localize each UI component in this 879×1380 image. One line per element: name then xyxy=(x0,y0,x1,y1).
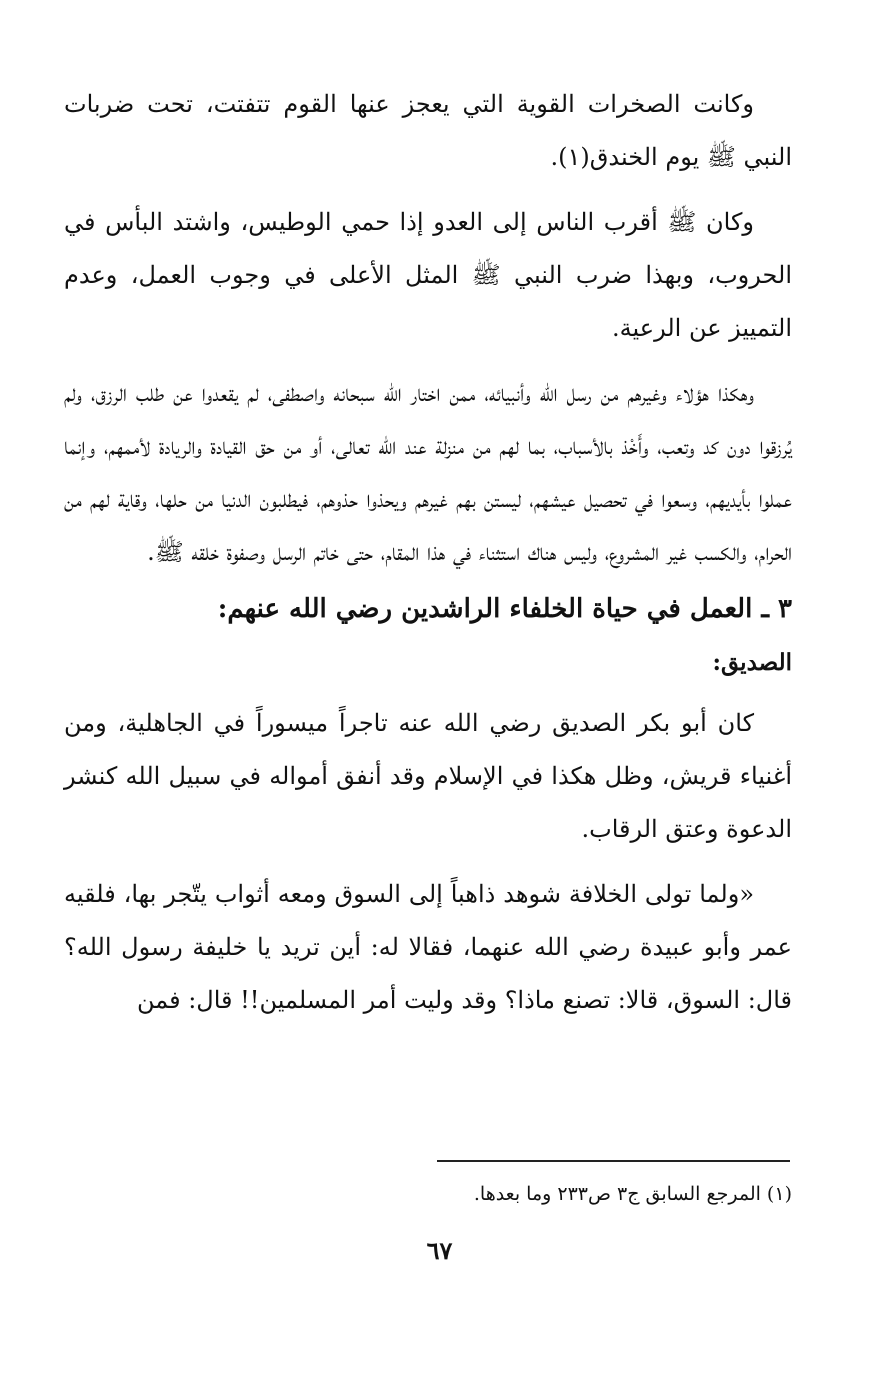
paragraph-4: كان أبو بكر الصديق رضي الله عنه تاجراً ميسوراً في الجاهلية، ومن أغنياء قريش، وظل هكذا في الإسلام وقد أنفق أمواله في سبيل الله كنشر الدعوة وعتق الرقاب. xyxy=(64,709,792,843)
page-number: ٦٧ xyxy=(426,1236,453,1265)
subheading: الصديق: xyxy=(712,649,792,676)
paragraph-5: «ولما تولى الخلافة شوهد ذاهباً إلى السوق ومعه أثواب يتّجر بها، فلقيه عمر وأبو عبيدة رضي الله عنهما، فقالا له: أين تريد يا خليفة رسول الله؟ قال: السوق، قالا: تصنع ماذا؟ وقد وليت أمر المسلمين!! قال: فمن xyxy=(64,880,792,1014)
paragraph-3: وهكذا هؤلاء وغيرهم من رسل الله وأنبيائه، ممن اختار الله سبحانه واصطفى، لم يقعدوا عن طلب الرزق، ولم يُرزقوا دون كد وتعب، وأَخْذ بالأسباب، بما لهم من منزلة عند الله تعالى، أو من حق القيادة والريادة لأممهم، وإنما عملوا بأيديهم، وسعوا في تحصيل عيشهم، ليستن بهم غيرهم ويحذوا حذوهم، فيطلبون الدنيا من حلها، وقاية لهم من الحرام، والكسب غير المشروع، وليس هناك استثناء في هذا المقام، حتى خاتم الرسل وصفوة خلقه ﷺ. xyxy=(64,379,792,566)
paragraph-2: وكان ﷺ أقرب الناس إلى العدو إذا حمي الوطيس، واشتد البأس في الحروب، وبهذا ضرب النبي ﷺ المثل الأعلى في وجوب العمل، وعدم التمييز عن الرعية. xyxy=(64,208,792,342)
main-text xyxy=(64,78,792,1027)
footnote-divider xyxy=(437,1160,790,1162)
footnote: (١) المرجع السابق ج٣ ص٢٣٣ وما بعدها. xyxy=(473,1183,792,1205)
paragraph-1: وكانت الصخرات القوية التي يعجز عنها القوم تتفتت، تحت ضربات النبي ﷺ يوم الخندق(١). xyxy=(64,90,792,171)
section-heading: ٣ ـ العمل في حياة الخلفاء الراشدين رضي الله عنهم: xyxy=(217,594,792,624)
